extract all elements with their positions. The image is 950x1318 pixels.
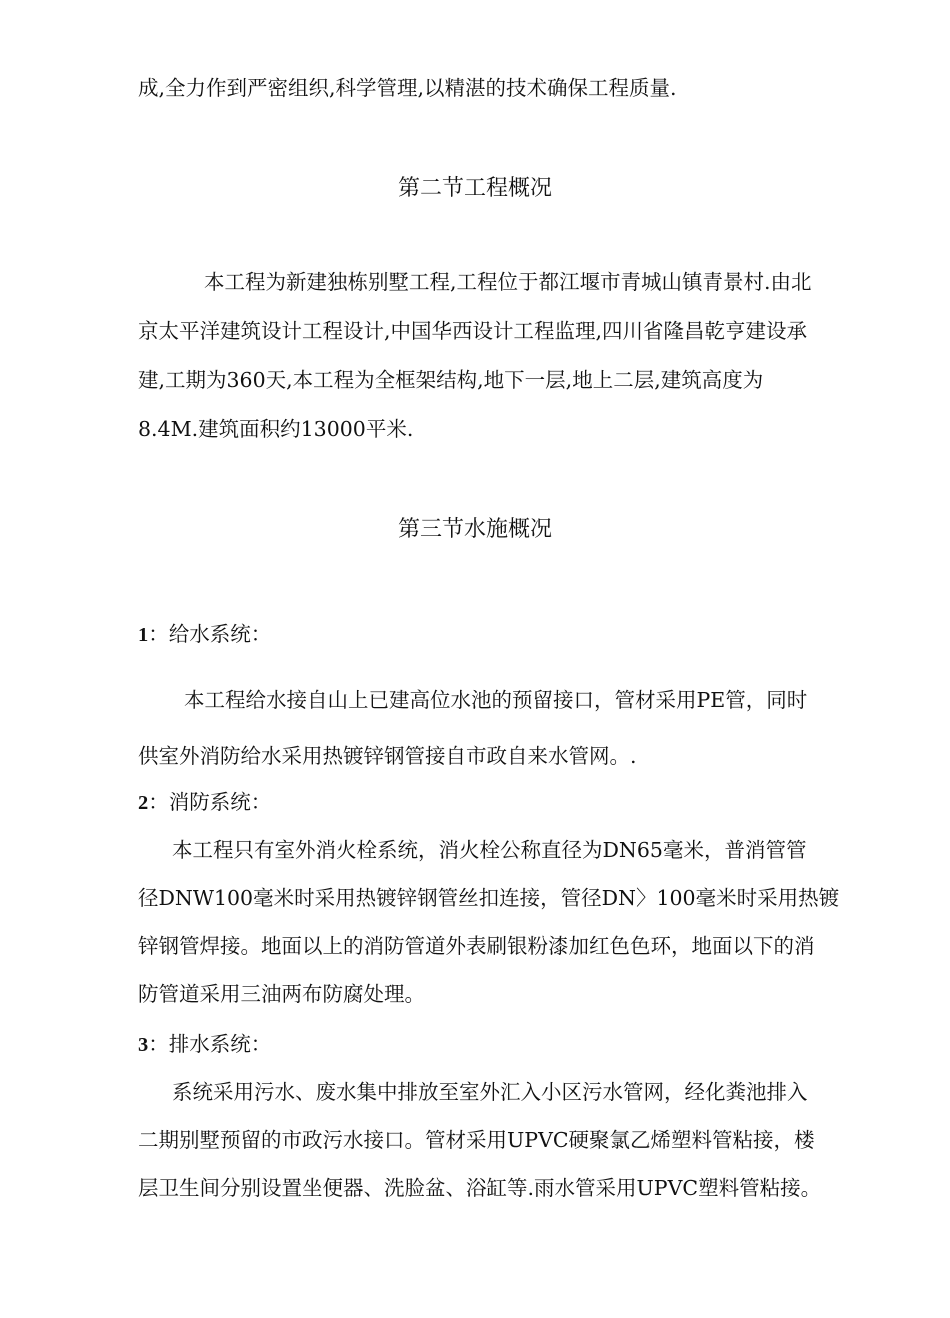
water-supply-line-2: 供室外消防给水采用热镀锌钢管接自市政自来水管网。. [138, 744, 637, 768]
fire-protection-line-1: 本工程只有室外消火栓系统，消火栓公称直径为DN65毫米，普消管管 [172, 838, 807, 862]
fire-protection-line-3: 锌钢管焊接。地面以上的消防管道外表刷银粉漆加红色色环，地面以下的消 [138, 934, 815, 958]
water-supply-number: 1 [138, 624, 149, 646]
section-2-title: 第二节工程概况 [397, 176, 552, 201]
drainage-line-3: 层卫生间分别设置坐便器、洗脸盆、浴缸等.雨水管采用UPVC塑料管粘接。 [138, 1176, 822, 1200]
section-2-line-2: 京太平洋建筑设计工程设计,中国华西设计工程监理,四川省隆昌乾亨建设承 [138, 319, 808, 343]
water-supply-heading-text: ：给水系统： [148, 622, 272, 646]
drainage-heading [138, 1030, 271, 1059]
fire-protection-line-4: 防管道采用三油两布防腐处理。 [138, 982, 425, 1006]
water-supply-heading [138, 620, 271, 649]
fire-protection-heading [138, 788, 271, 817]
water-supply-line-1: 本工程给水接自山上已建高位水池的预留接口，管材采用PE管，同时 [184, 688, 808, 712]
section-2-line-3: 建,工期为360天,本工程为全框架结构,地下一层,地上二层,建筑高度为 [138, 368, 764, 392]
drainage-line-1: 系统采用污水、废水集中排放至室外汇入小区污水管网，经化粪池排入 [172, 1080, 808, 1104]
fire-protection-line-2: 径DNW100毫米时采用热镀锌钢管丝扣连接，管径DN〉100毫米时采用热镀 [138, 886, 840, 910]
drainage-number: 3 [138, 1034, 149, 1056]
fire-protection-number: 2 [138, 792, 149, 814]
intro-line: 成,全力作到严密组织,科学管理,以精湛的技术确保工程质量. [138, 76, 677, 100]
section-3-title: 第三节水施概况 [397, 517, 552, 542]
fire-protection-heading-text: ：消防系统： [148, 790, 272, 814]
section-2-line-1: 本工程为新建独栋别墅工程,工程位于都江堰市青城山镇青景村.由北 [204, 270, 812, 294]
drainage-heading-text: ：排水系统： [148, 1032, 272, 1056]
drainage-line-2: 二期别墅预留的市政污水接口。管材采用UPVC硬聚氯乙烯塑料管粘接，楼 [138, 1128, 815, 1152]
section-2-line-4: 8.4M.建筑面积约13000平米. [138, 417, 414, 441]
